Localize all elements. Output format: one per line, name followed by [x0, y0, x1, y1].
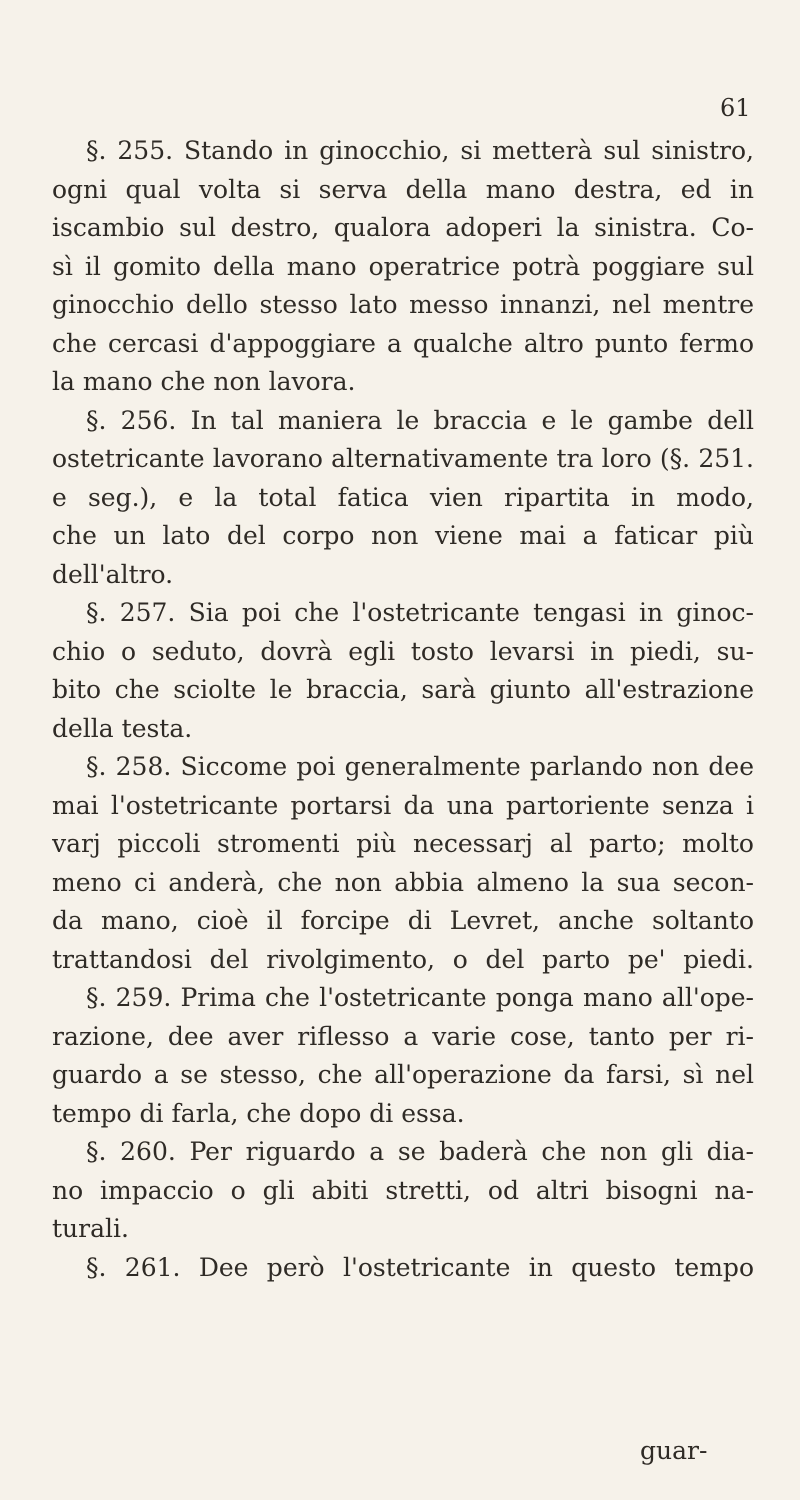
page-number: 61 — [720, 94, 751, 122]
text-line: trattandosi del rivolgimento, o del parto pe' piedi. — [52, 944, 754, 974]
text-line: §. 256. In tal maniera le braccia e le gambe dell — [86, 405, 754, 435]
text-line: sì il gomito della mano operatrice potrà poggiare sul — [52, 251, 754, 281]
text-line: §. 255. Stando in ginocchio, si metterà sul sinistro, — [86, 136, 754, 165]
text-line: bito che sciolte le braccia, sarà giunto all'estrazione — [52, 675, 754, 704]
text-line: §. 260. Per riguardo a se baderà che non gli dia- — [86, 1137, 754, 1166]
text-line: la mano che non lavora. — [52, 367, 356, 396]
text-line: §. 257. Sia poi che l'ostetricante tengasi in ginoc- — [86, 598, 754, 627]
catchword: guar- — [640, 1436, 708, 1465]
text-line: tempo di farla, che dopo di essa. — [52, 1098, 465, 1128]
text-line: no impaccio o gli abiti stretti, od altri bisogni na- — [52, 1175, 754, 1205]
text-line: varj piccoli stromenti più necessarj al parto; molto — [52, 829, 754, 858]
text-line: ogni qual volta si serva della mano destra, ed in — [52, 174, 754, 204]
text-line: che cercasi d'appoggiare a qualche altro punto fermo — [52, 328, 754, 358]
text-line: §. 261. Dee però l'ostetricante in questo tempo — [86, 1252, 754, 1282]
text-line: guardo a se stesso, che all'operazione da farsi, sì nel — [52, 1060, 754, 1089]
text-line: dell'altro. — [52, 559, 174, 589]
text-line: ginocchio dello stesso lato messo innanzi, nel mentre — [52, 290, 754, 319]
text-line: §. 259. Prima che l'ostetricante ponga mano all'ope- — [86, 983, 754, 1012]
text-line: e seg.), e la total fatica vien ripartita in modo, — [52, 482, 754, 512]
text-line: ostetricante lavorano alternativamente tra loro (§. 251. — [52, 444, 754, 473]
text-line: della testa. — [52, 713, 193, 743]
body-text — [52, 132, 754, 1287]
text-line: iscambio sul destro, qualora adoperi la sinistra. Co- — [52, 213, 754, 242]
text-line: chio o seduto, dovrà egli tosto levarsi in piedi, su- — [52, 636, 754, 666]
text-line: razione, dee aver riflesso a varie cose, tanto per ri- — [52, 1021, 754, 1051]
text-line: che un lato del corpo non viene mai a faticar più — [52, 521, 754, 550]
text-line: da mano, cioè il forcipe di Levret, anche soltanto — [52, 906, 754, 935]
text-line: mai l'ostetricante portarsi da una partoriente senza i — [52, 790, 754, 820]
text-line: meno ci anderà, che non abbia almeno la sua secon- — [52, 867, 754, 897]
text-line: turali. — [52, 1214, 129, 1243]
text-line: §. 258. Siccome poi generalmente parlando non dee — [86, 752, 754, 781]
